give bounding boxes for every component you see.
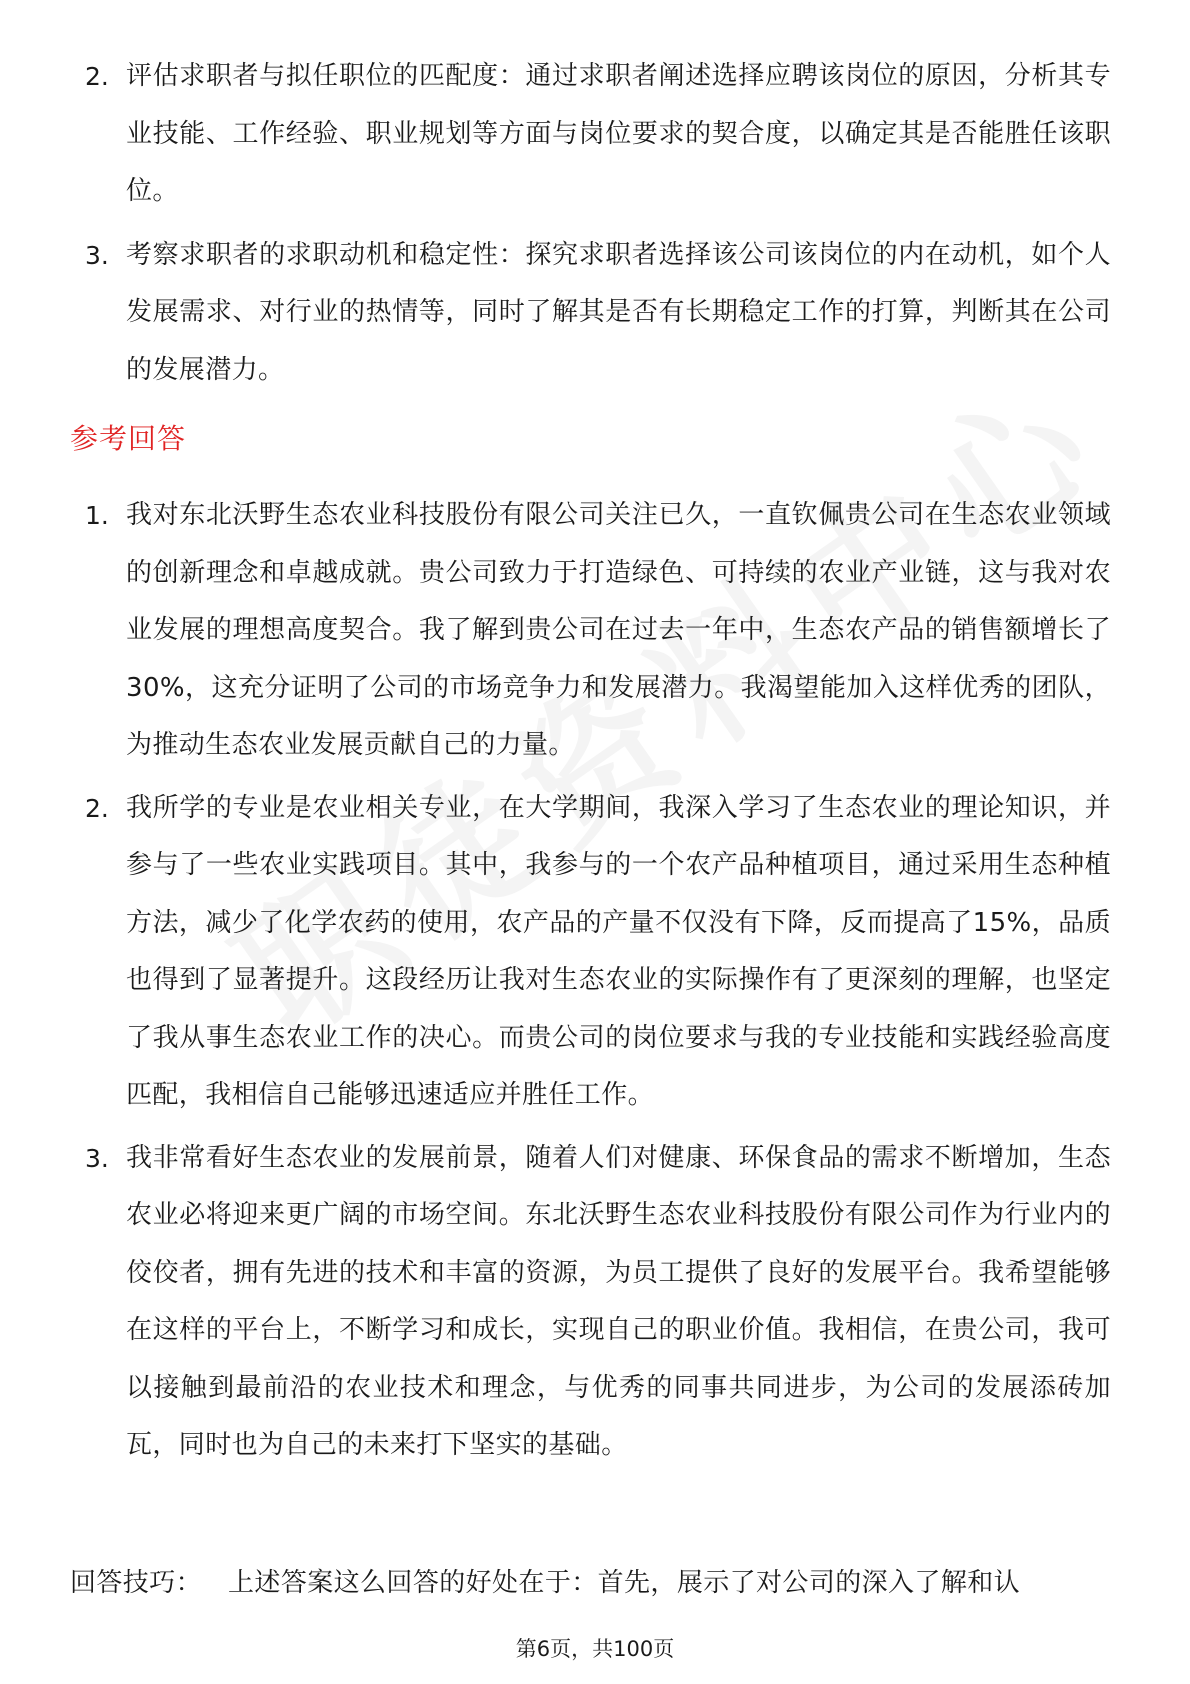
tips-label: 回答技巧： <box>70 1568 203 1598</box>
list-item <box>0 227 1111 400</box>
list-item-number: 2. <box>85 62 109 91</box>
tips-text: 上述答案这么回答的好处在于：首先，展示了对公司的深入了解和认 <box>228 1568 1021 1598</box>
list-item-text: 我所学的专业是农业相关专业，在大学期间，我深入学习了生态农业的理论知识，并参与了一些农业实践项目。其中，我参与的一个农产品种植项目，通过采用生态种植方法，减少了化学农药的使用，农产品的产量不仅没有下降，反而提高了15%，品质也得到了显著提升。这段经历让我对生态农业的实际操作有了更深刻的理解，也坚定了我从事生态农业工作的决心。而贵公司的岗位要求与我的专业技能和实践经验高度匹配，我相信自己能够迅速适应并胜任工作。 <box>126 792 1111 1110</box>
list-item-text: 评估求职者与拟任职位的匹配度：通过求职者阐述选择应聘该岗位的原因，分析其专业技能、工作经验、职业规划等方面与岗位要求的契合度，以确定其是否能胜任该职位。 <box>126 61 1111 206</box>
answer-tips <box>70 1558 1130 1608</box>
list-item-number: 3. <box>85 1143 109 1173</box>
evaluation-points-list <box>0 48 1111 399</box>
reference-answer-list <box>0 487 1111 1475</box>
list-item-number: 2. <box>85 793 109 823</box>
list-item-number: 3. <box>85 240 109 270</box>
list-item-text: 我非常看好生态农业的发展前景，随着人们对健康、环保食品的需求不断增加，生态农业必将迎来更广阔的市场空间。东北沃野生态农业科技股份有限公司作为行业内的佼佼者，拥有先进的技术和丰富的资源，为员工提供了良好的发展平台。我希望能够在这样的平台上，不断学习和成长，实现自己的职业价值。我相信，在贵公司，我可以接触到最前沿的农业技术和理念，与优秀的同事共同进步，为公司的发展添砖加瓦，同时也为自己的未来打下坚实的基础。 <box>126 1142 1111 1460</box>
list-item-text: 考察求职者的求职动机和稳定性：探究求职者选择该公司该岗位的内在动机，如个人发展需求、对行业的热情等，同时了解其是否有长期稳定工作的打算，判断其在公司的发展潜力。 <box>126 239 1111 385</box>
list-item <box>0 48 1111 221</box>
page-number-footer: 第6页，共100页 <box>515 1637 675 1661</box>
reference-answer-heading: 参考回答 <box>70 422 187 455</box>
list-item <box>0 487 1111 775</box>
list-item <box>0 1130 1111 1475</box>
list-item-number: 1. <box>85 501 109 530</box>
list-item-text: 我对东北沃野生态农业科技股份有限公司关注已久，一直钦佩贵公司在生态农业领域的创新理念和卓越成就。贵公司致力于打造绿色、可持续的农业产业链，这与我对农业发展的理想高度契合。我了解到贵公司在过去一年中，生态农产品的销售额增长了30%，这充分证明了公司的市场竞争力和发展潜力。我渴望能加入这样优秀的团队，为推动生态农业发展贡献自己的力量。 <box>126 500 1111 760</box>
list-item <box>0 780 1111 1125</box>
